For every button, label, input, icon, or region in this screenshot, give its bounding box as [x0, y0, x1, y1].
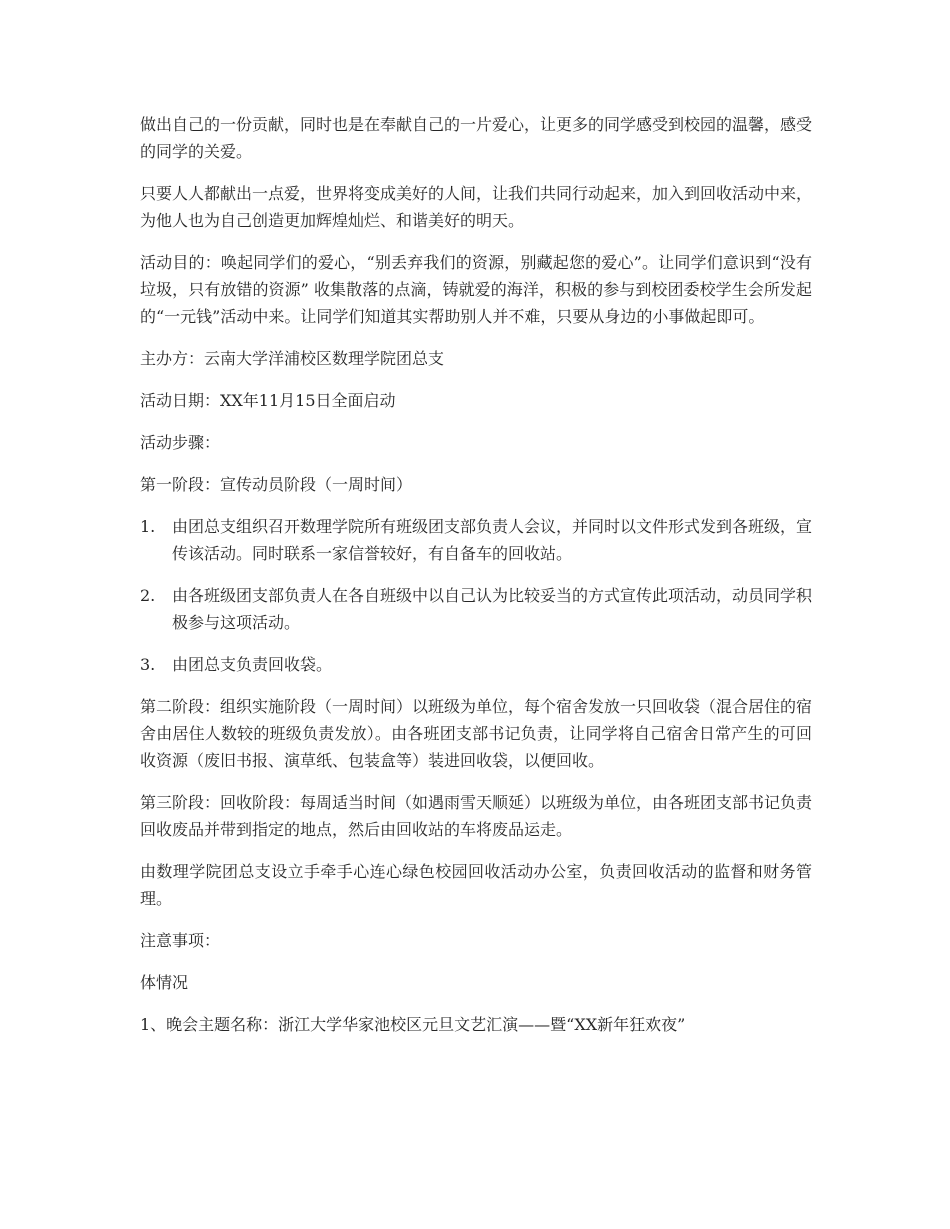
- paragraph-gala-theme: 1、晚会主题名称：浙江大学华家池校区元旦文艺汇演——暨“XX新年狂欢夜”: [140, 1015, 686, 1034]
- step-index: 3.: [140, 655, 156, 674]
- document-body: [140, 111, 812, 1053]
- step-text: 由团总支组织召开数理学院所有班级团支部负责人会议，并同时以文件形式发到各班级，宣传该活动。同时联系一家信誉较好，有自备车的回收站。: [172, 517, 813, 563]
- paragraph-contribution: 做出自己的一份贡献，同时也是在奉献自己的一片爱心，让更多的同学感受到校园的温馨，感受的同学的关爱。: [140, 115, 813, 161]
- list-item-step-3: [140, 651, 812, 678]
- step-text: 由各班级团支部负责人在各自班级中以自己认为比较妥当的方式宣传此项活动，动员同学积极参与这项活动。: [172, 586, 813, 632]
- paragraph-notes-heading: 注意事项：: [140, 931, 221, 950]
- paragraph-date: 活动日期：XX年11月15日全面启动: [140, 391, 396, 410]
- paragraph-purpose: 活动目的：唤起同学们的爱心，“别丢弃我们的资源，别藏起您的爱心”。让同学们意识到“没有垃圾，只有放错的资源” 收集散落的点滴，铸就爱的海洋，积极的参与到校团委校学生会所发起的“一元钱”活动中来。让同学们知道其实帮助别人并不难，只要从身边的小事做起即可。: [140, 253, 812, 326]
- paragraph-office: 由数理学院团总支设立手牵手心连心绿色校园回收活动办公室，负责回收活动的监督和财务管理。: [140, 862, 812, 908]
- step-index: 2.: [140, 586, 156, 605]
- step-text: 由团总支负责回收袋。: [172, 655, 333, 674]
- paragraph-organizer: 主办方：云南大学洋浦校区数理学院团总支: [140, 349, 445, 368]
- paragraph-stage-three: 第三阶段：回收阶段：每周适当时间（如遇雨雪天顺延）以班级为单位，由各班团支部书记负责回收废品并带到指定的地点，然后由回收站的车将废品运走。: [140, 793, 813, 839]
- list-item-step-1: [140, 513, 812, 567]
- step-index: 1.: [140, 517, 156, 536]
- paragraph-stage-one: 第一阶段：宣传动员阶段（一周时间）: [140, 475, 413, 494]
- list-item-step-2: [140, 582, 812, 636]
- paragraph-stage-two: 第二阶段：组织实施阶段（一周时间）以班级为单位，每个宿舍发放一只回收袋（混合居住的宿舍由居住人数较的班级负责发放）。由各班团支部书记负责，让同学将自己宿舍日常产生的可回收资源（废旧书报、演草纸、包装盒等）装进回收袋，以便回收。: [140, 697, 813, 770]
- paragraph-steps-heading: 活动步骤：: [140, 433, 221, 452]
- paragraph-situation: 体情况: [140, 973, 189, 992]
- paragraph-love: 只要人人都献出一点爱，世界将变成美好的人间，让我们共同行动起来，加入到回收活动中来，为他人也为自己创造更加辉煌灿烂、和谐美好的明天。: [140, 184, 813, 230]
